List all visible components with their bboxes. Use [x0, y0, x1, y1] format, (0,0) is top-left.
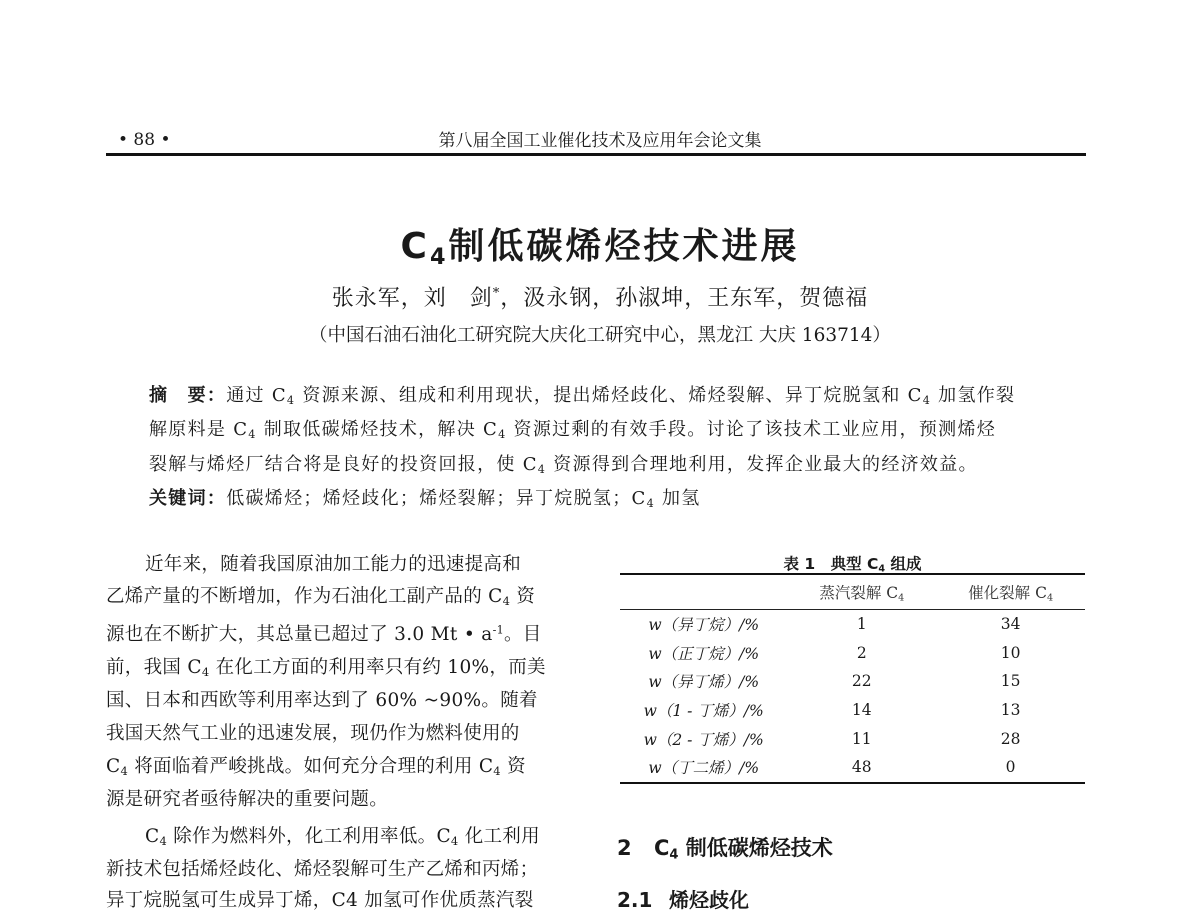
- catalytic-value: 10: [1000, 643, 1021, 662]
- header-steam-cracking: [787, 574, 936, 610]
- corresponding-mark: *: [492, 286, 501, 302]
- author-list: [0, 281, 1200, 312]
- subscript-4: 4: [201, 665, 210, 680]
- steam-value: 11: [851, 729, 872, 748]
- paper-title: [0, 218, 1200, 269]
- composition-table: [620, 573, 1085, 784]
- table-header-row: [620, 574, 1085, 610]
- body-text: 。目: [504, 624, 542, 645]
- body-line-1: 近年来，随着我国原油加工能力的迅速提高和: [145, 554, 522, 575]
- body-text: 在化工方面的利用率只有约 10%，而美: [209, 657, 546, 678]
- superscript-minus-1: -1: [492, 623, 504, 637]
- authors-part-2: ，汲永钢，孙淑坤，王东军，贺德福: [500, 286, 869, 311]
- title-subscript: 4: [429, 244, 449, 271]
- body-line-9: [145, 822, 540, 848]
- title-symbol: C: [400, 226, 430, 267]
- abstract-text: 制取低碳烯烃技术，解决 C: [256, 419, 499, 440]
- body-text: 前，我国 C: [106, 657, 202, 678]
- body-line-6: 我国天然气工业的迅速发展，现仍作为燃料使用的: [106, 723, 520, 744]
- body-line-3: [106, 620, 542, 646]
- keywords-line: [149, 484, 701, 510]
- body-text: C: [106, 756, 121, 777]
- keywords-label: 关键词：: [149, 488, 227, 509]
- steam-value: 1: [856, 615, 867, 634]
- table-row: [620, 610, 1085, 639]
- catalytic-value: 0: [1005, 758, 1016, 777]
- caption-text: 表 1 典型 C: [783, 555, 879, 573]
- table-row: [620, 639, 1085, 668]
- steam-value: 14: [851, 701, 872, 720]
- body-text: 将面临着严峻挑战。如何充分合理的利用 C: [128, 756, 494, 777]
- row-label: w（丁二烯）/%: [648, 759, 760, 778]
- body-text: 源也在不断扩大，其总量已超过了 3.0 Mt • a: [106, 624, 493, 645]
- row-label: w（正丁烷）/%: [648, 644, 760, 663]
- row-label: w（1 - 丁烯）/%: [643, 702, 764, 721]
- subsection-number: 2.1: [617, 888, 653, 912]
- body-line-5: 国、日本和西欧等利用率达到了 60% ~90%。随着: [106, 690, 538, 711]
- running-header: 第八届全国工业催化技术及应用年会论文集: [438, 131, 762, 151]
- catalytic-value: 28: [1000, 729, 1021, 748]
- abstract-text: 裂解与烯烃厂结合将是良好的投资回报，使 C: [149, 454, 538, 475]
- table-row: [620, 724, 1085, 753]
- body-line-2: [106, 582, 535, 608]
- abstract-text: 资源过剩的有效手段。讨论了该技术工业应用，预测烯烃: [506, 419, 997, 440]
- subsection-title: 烯烃歧化: [669, 888, 749, 912]
- row-label: w（2 - 丁烯）/%: [643, 730, 764, 749]
- catalytic-value: 34: [1000, 615, 1021, 634]
- subscript-4: 4: [450, 834, 459, 849]
- table-row: [620, 667, 1085, 696]
- subscript-4: 4: [669, 847, 679, 863]
- abstract-text: 资源来源、组成和利用现状，提出烯烃歧化、烯烃裂解、异丁烷脱氢和 C: [295, 385, 923, 406]
- section-title: [654, 836, 833, 863]
- body-text: 化工利用: [458, 826, 540, 847]
- abstract-text: 解原料是 C: [149, 419, 249, 440]
- abstract-line-3: [149, 450, 978, 476]
- section-number: 2: [617, 836, 632, 860]
- catalytic-value: 13: [1000, 701, 1021, 720]
- section-heading-2-1: [617, 884, 749, 913]
- subscript-4: 4: [248, 428, 257, 442]
- body-text: 资: [510, 586, 536, 607]
- body-line-7: [106, 752, 526, 778]
- body-text: 除作为燃料外，化工利用率低。C: [167, 826, 451, 847]
- header-catalytic-cracking: [936, 574, 1085, 610]
- body-text: 资: [500, 756, 526, 777]
- subscript-4: 4: [878, 563, 886, 575]
- keywords-text: 低碳烯烃；烯烃歧化；烯烃裂解；异丁烷脱氢；C: [226, 488, 647, 509]
- body-text: 乙烯产量的不断增加，作为石油化工副产品的 C: [106, 586, 503, 607]
- subscript-4: 4: [493, 764, 501, 779]
- subscript-4: 4: [1046, 592, 1054, 604]
- subscript-4: 4: [646, 497, 655, 511]
- body-line-4: [106, 653, 546, 679]
- steam-value: 22: [851, 672, 872, 691]
- table-row: [620, 696, 1085, 725]
- steam-value: 2: [856, 643, 867, 662]
- steam-value: 48: [851, 758, 872, 777]
- keywords-text: 加氢: [654, 488, 701, 509]
- row-label: w（异丁烯）/%: [648, 673, 760, 692]
- header-text: 催化裂解 C: [968, 584, 1047, 602]
- abstract-text: 加氢作裂: [931, 385, 1016, 406]
- subscript-4: 4: [286, 394, 296, 408]
- section-title-text: C: [654, 836, 670, 860]
- subscript-4: 4: [498, 428, 507, 442]
- row-label: w（异丁烷）/%: [648, 616, 760, 635]
- table-caption: [620, 552, 1085, 574]
- abstract-line-1: [149, 381, 1015, 407]
- section-heading-2: [617, 832, 833, 862]
- header-blank: [620, 574, 787, 610]
- catalytic-value: 15: [1000, 672, 1021, 691]
- header-rule: [106, 153, 1086, 156]
- subscript-4: 4: [159, 834, 168, 849]
- abstract-line-2: [149, 415, 996, 441]
- abstract-text: 通过 C: [226, 385, 287, 406]
- header-text: 蒸汽裂解 C: [819, 584, 899, 602]
- authors-part-1: 张永军，刘 剑: [331, 286, 493, 311]
- subscript-4: 4: [120, 764, 129, 779]
- body-text: C: [145, 826, 160, 847]
- subscript-4: 4: [922, 394, 932, 408]
- subscript-4: 4: [898, 592, 905, 604]
- body-line-8: 源是研究者亟待解决的重要问题。: [106, 789, 389, 810]
- affiliation: （中国石油石油化工研究院大庆化工研究中心，黑龙江 大庆 163714）: [309, 325, 891, 346]
- title-text: 制低碳烯烃技术进展: [448, 226, 800, 267]
- section-title-text: 制低碳烯烃技术: [678, 836, 833, 860]
- abstract-text: 资源得到合理地利用，发挥企业最大的经济效益。: [546, 454, 978, 475]
- abstract-label: 摘 要：: [149, 385, 227, 406]
- subscript-4: 4: [537, 463, 547, 477]
- caption-text: 组成: [885, 555, 922, 573]
- body-line-10: 新技术包括烯烃歧化、烯烃裂解可生产乙烯和丙烯；: [106, 859, 539, 880]
- table-row: [620, 753, 1085, 783]
- body-line-11: 异丁烷脱氢可生成异丁烯，C4 加氢可作优质蒸汽裂: [106, 890, 534, 911]
- page-number: • 88 •: [118, 130, 171, 150]
- subscript-4: 4: [502, 594, 511, 609]
